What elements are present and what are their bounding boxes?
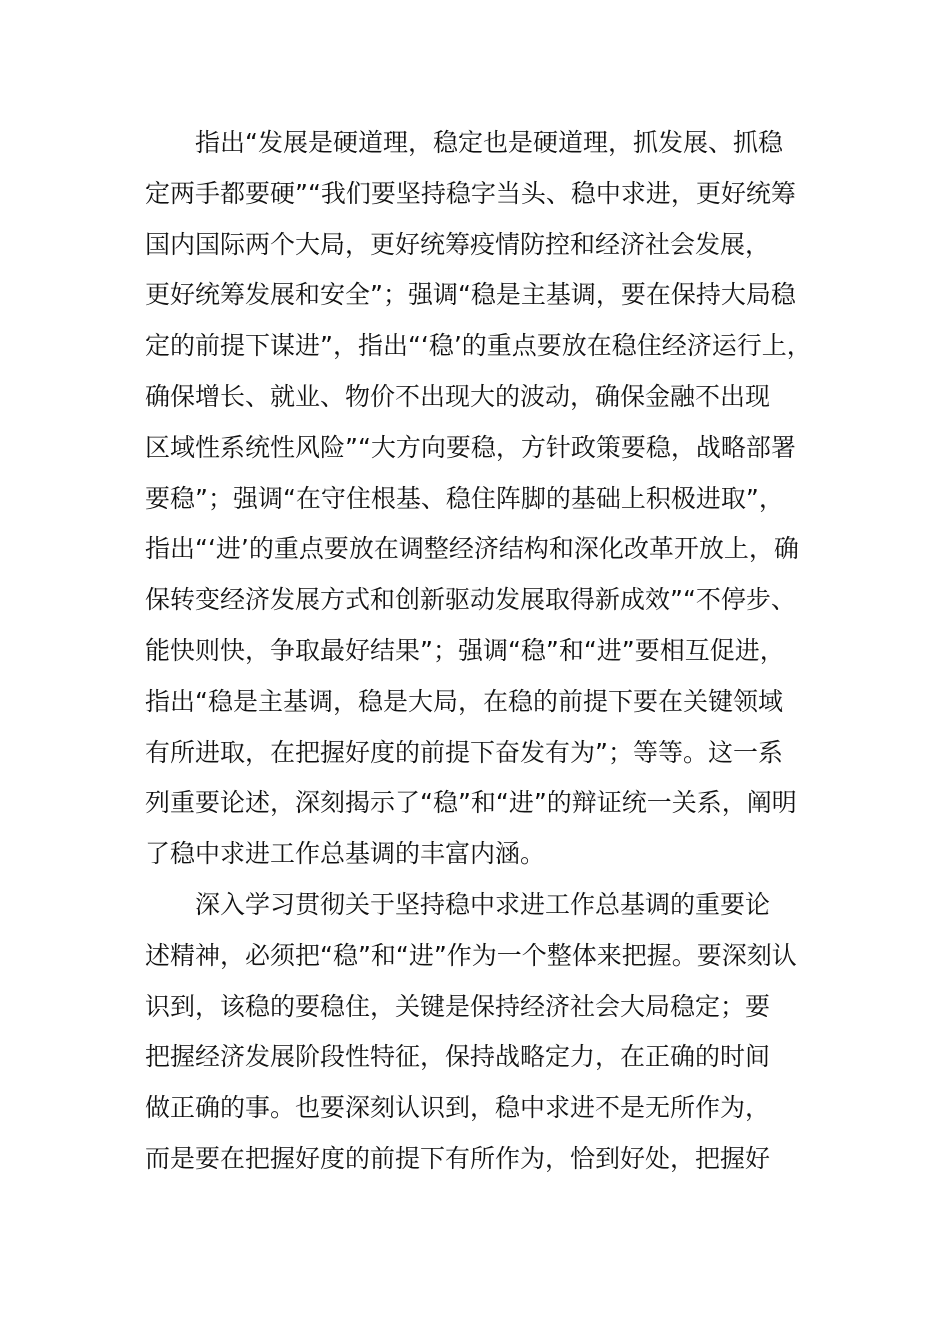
paragraph-line: 了稳中求进工作总基调的丰富内涵。 bbox=[145, 839, 546, 869]
paragraph-line: 能快则快，争取最好结果”；强调“稳”和“进”要相互促进， bbox=[145, 635, 785, 665]
paragraph-line: 保转变经济发展方式和创新驱动发展取得新成效”“不停步、 bbox=[145, 585, 796, 615]
paragraph-line: 确保增长、就业、物价不出现大的波动，确保金融不出现 bbox=[145, 381, 771, 411]
paragraph-line: 有所进取，在把握好度的前提下奋发有为”；等等。这一系 bbox=[145, 737, 783, 767]
paragraph-line: 定两手都要硬”“我们要坚持稳字当头、稳中求进，更好统筹 bbox=[145, 178, 796, 208]
paragraph-line: 而是要在把握好度的前提下有所作为，恰到好处，把握好 bbox=[145, 1143, 771, 1173]
paragraph-line: 更好统筹发展和安全”；强调“稳是主基调，要在保持大局稳 bbox=[145, 280, 796, 310]
paragraph-line: 把握经济发展阶段性特征，保持战略定力，在正确的时间 bbox=[145, 1042, 771, 1072]
paragraph-line: 指出“‘进’的重点要放在调整经济结构和深化改革开放上，确 bbox=[145, 534, 799, 564]
paragraph-line: 做正确的事。也要深刻认识到，稳中求进不是无所作为， bbox=[145, 1093, 771, 1123]
paragraph-1 bbox=[145, 118, 845, 880]
paragraph-line: 述精神，必须把“稳”和“进”作为一个整体来把握。要深刻认 bbox=[145, 940, 797, 970]
paragraph-line: 列重要论述，深刻揭示了“稳”和“进”的辩证统一关系，阐明 bbox=[145, 788, 797, 818]
paragraph-line: 指出“稳是主基调，稳是大局，在稳的前提下要在关键领域 bbox=[145, 686, 783, 716]
document-body bbox=[145, 118, 845, 1185]
paragraph-line: 定的前提下谋进”，指出“‘稳’的重点要放在稳住经济运行上， bbox=[145, 331, 812, 361]
paragraph-line: 指出“发展是硬道理，稳定也是硬道理，抓发展、抓稳 bbox=[195, 128, 783, 157]
paragraph-line: 区域性系统性风险”“大方向要稳，方针政策要稳，战略部署 bbox=[145, 432, 796, 462]
paragraph-line: 识到，该稳的要稳住，关键是保持经济社会大局稳定；要 bbox=[145, 991, 771, 1021]
paragraph-line: 深入学习贯彻关于坚持稳中求进工作总基调的重要论 bbox=[195, 889, 771, 919]
paragraph-line: 国内国际两个大局，更好统筹疫情防控和经济社会发展， bbox=[145, 229, 771, 259]
paragraph-2 bbox=[145, 880, 845, 1185]
paragraph-line: 要稳”；强调“在守住根基、稳住阵脚的基础上积极进取”， bbox=[145, 483, 784, 513]
